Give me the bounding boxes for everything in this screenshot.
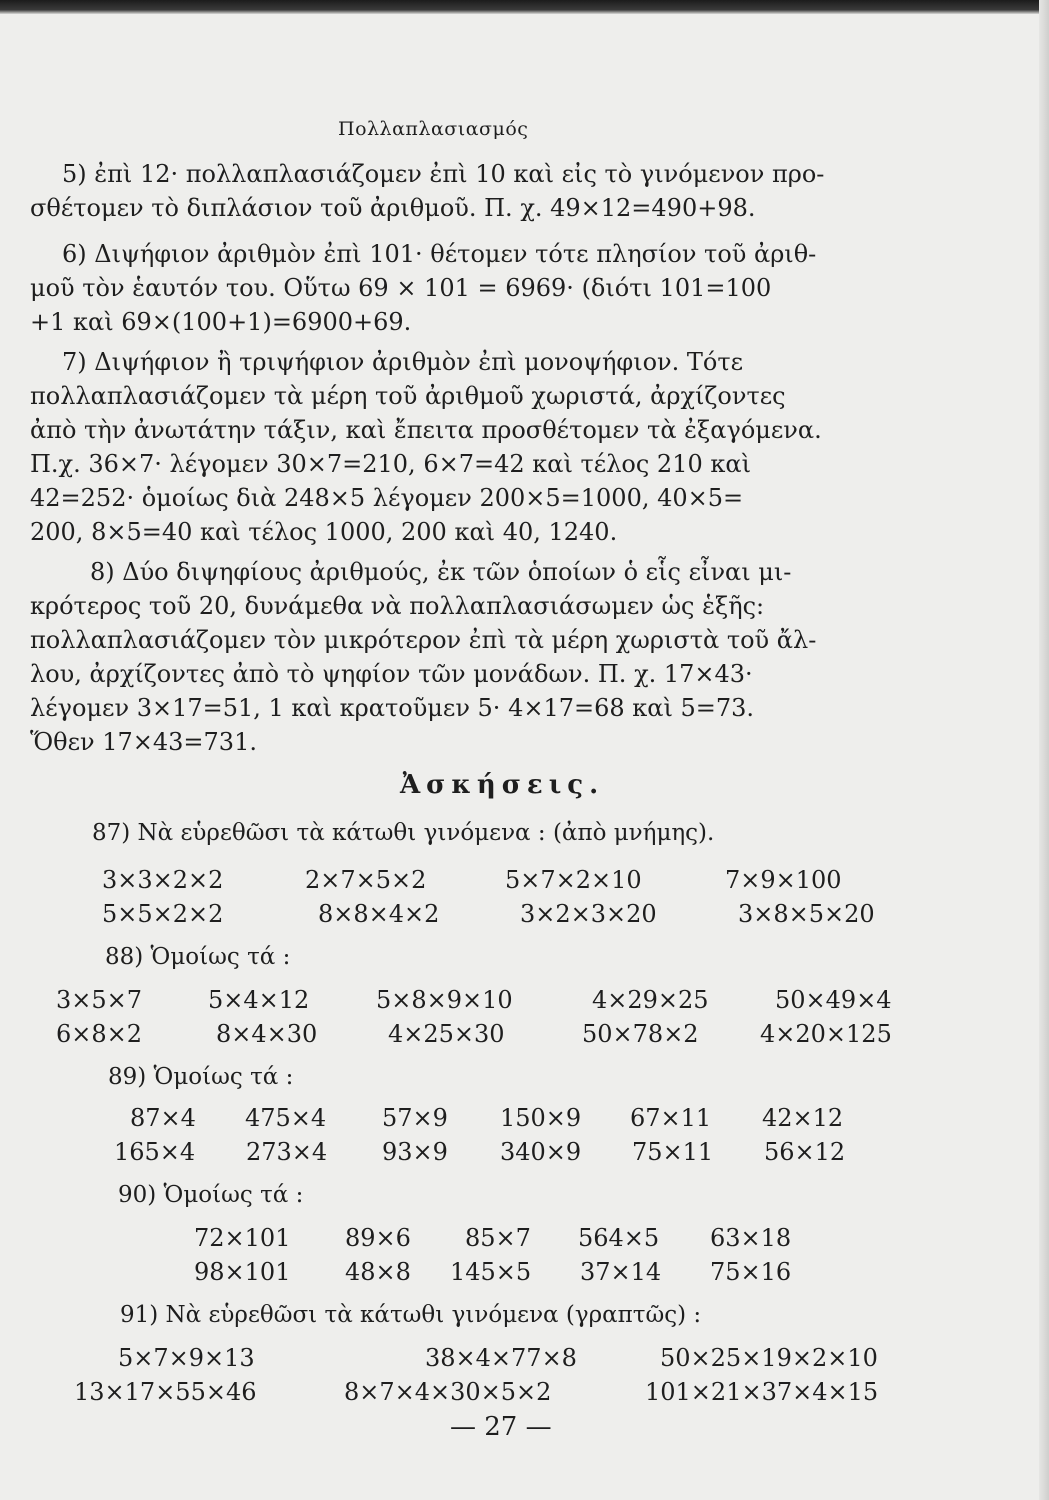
problem: 273×4: [246, 1138, 328, 1166]
scan-edge-top: [0, 0, 1049, 14]
problem: 8×8×4×2: [318, 900, 440, 928]
problem: 5×8×9×10: [376, 986, 513, 1014]
problem: 165×4: [114, 1138, 196, 1166]
body-line: Π.χ. 36×7· λέγομεν 30×7=210, 6×7=42 καὶ τέλος 210 καὶ: [30, 450, 751, 478]
body-line: ἀπὸ τὴν ἀνωτάτην τάξιν, καὶ ἔπειτα προσθέτομεν τὰ ἐξαγόμενα.: [30, 416, 822, 444]
body-line: +1 καὶ 69×(100+1)=6900+69.: [30, 308, 412, 336]
exercise-label: 90) Ὁμοίως τά :: [118, 1182, 304, 1208]
problem: 3×8×5×20: [738, 900, 875, 928]
problem: 8×4×30: [216, 1020, 318, 1048]
problem: 5×4×12: [208, 986, 310, 1014]
exercise-label: 91) Νὰ εὑρεθῶσι τὰ κάτωθι γινόμενα (γραπτῶς) :: [120, 1302, 702, 1328]
problem: 340×9: [500, 1138, 582, 1166]
problem: 75×11: [632, 1138, 714, 1166]
body-line: λου, ἀρχίζοντες ἀπὸ τὸ ψηφίον τῶν μονάδων. Π. χ. 17×43·: [30, 660, 753, 688]
problem: 50×25×19×2×10: [660, 1344, 878, 1372]
problem: 564×5: [578, 1224, 660, 1252]
body-line: 6) Διψήφιον ἀριθμὸν ἐπὶ 101· θέτομεν τότε πλησίον τοῦ ἀριθ-: [62, 240, 817, 268]
problem: 13×17×55×46: [74, 1378, 257, 1406]
problem: 7×9×100: [725, 866, 842, 894]
problem: 5×7×9×13: [118, 1344, 255, 1372]
problem: 56×12: [764, 1138, 846, 1166]
problem: 5×7×2×10: [505, 866, 642, 894]
running-header: Πολλαπλασιασμός: [338, 118, 529, 140]
problem: 72×101: [194, 1224, 291, 1252]
body-line: 5) ἐπὶ 12· πολλαπλασιάζομεν ἐπὶ 10 καὶ εἰς τὸ γινόμενον προ-: [62, 160, 825, 188]
exercises-heading: Ἀσκήσεις.: [400, 770, 605, 800]
problem: 101×21×37×4×15: [645, 1378, 879, 1406]
body-line: Ὅθεν 17×43=731.: [30, 728, 257, 756]
problem: 89×6: [345, 1224, 411, 1252]
page-number: — 27 —: [450, 1412, 552, 1442]
exercise-label: 87) Νὰ εὑρεθῶσι τὰ κάτωθι γινόμενα : (ἀπὸ μνήμης).: [92, 820, 715, 846]
problem: 475×4: [245, 1104, 327, 1132]
problem: 3×5×7: [56, 986, 143, 1014]
problem: 50×78×2: [582, 1020, 699, 1048]
body-line: μοῦ τὸν ἑαυτόν του. Οὕτω 69 × 101 = 6969· (διότι 101=100: [30, 274, 772, 302]
problem: 87×4: [130, 1104, 196, 1132]
problem: 67×11: [630, 1104, 712, 1132]
problem: 85×7: [465, 1224, 531, 1252]
problem: 98×101: [194, 1258, 291, 1286]
body-line: λέγομεν 3×17=51, 1 καὶ κρατοῦμεν 5· 4×17=68 καὶ 5=73.: [30, 694, 755, 722]
exercise-label: 89) Ὁμοίως τά :: [108, 1064, 294, 1090]
problem: 37×14: [580, 1258, 662, 1286]
exercise-label: 88) Ὁμοίως τά :: [105, 944, 291, 970]
body-line: πολλαπλασιάζομεν τὸν μικρότερον ἐπὶ τὰ μέρη χωριστὰ τοῦ ἄλ-: [30, 626, 817, 654]
problem: 93×9: [382, 1138, 448, 1166]
problem: 57×9: [382, 1104, 448, 1132]
body-line: 8) Δύο διψηφίους ἀριθμούς, ἐκ τῶν ὁποίων ὁ εἷς εἶναι μι-: [90, 558, 792, 586]
body-line: κρότερος τοῦ 20, δυνάμεθα νὰ πολλαπλασιάσωμεν ὡς ἑξῆς:: [30, 592, 765, 620]
body-line: πολλαπλασιάζομεν τὰ μέρη τοῦ ἀριθμοῦ χωριστά, ἀρχίζοντες: [30, 382, 786, 410]
problem: 5×5×2×2: [102, 900, 224, 928]
problem: 3×3×2×2: [102, 866, 224, 894]
problem: 38×4×77×8: [425, 1344, 577, 1372]
scan-edge-right: [1039, 0, 1049, 1500]
problem: 150×9: [500, 1104, 582, 1132]
problem: 50×49×4: [775, 986, 892, 1014]
problem: 3×2×3×20: [520, 900, 657, 928]
problem: 145×5: [450, 1258, 532, 1286]
body-line: 42=252· ὁμοίως διὰ 248×5 λέγομεν 200×5=1000, 40×5=: [30, 484, 744, 512]
problem: 4×25×30: [388, 1020, 505, 1048]
problem: 4×20×125: [760, 1020, 892, 1048]
problem: 42×12: [762, 1104, 844, 1132]
problem: 2×7×5×2: [305, 866, 427, 894]
body-line: 200, 8×5=40 καὶ τέλος 1000, 200 καὶ 40, 1240.: [30, 518, 618, 546]
problem: 48×8: [345, 1258, 411, 1286]
problem: 4×29×25: [592, 986, 709, 1014]
body-line: 7) Διψήφιον ἢ τριψήφιον ἀριθμὸν ἐπὶ μονοψήφιον. Τότε: [62, 348, 744, 376]
problem: 75×16: [710, 1258, 792, 1286]
problem: 63×18: [710, 1224, 792, 1252]
problem: 6×8×2: [56, 1020, 143, 1048]
body-line: σθέτομεν τὸ διπλάσιον τοῦ ἀριθμοῦ. Π. χ. 49×12=490+98.: [30, 194, 756, 222]
problem: 8×7×4×30×5×2: [344, 1378, 552, 1406]
